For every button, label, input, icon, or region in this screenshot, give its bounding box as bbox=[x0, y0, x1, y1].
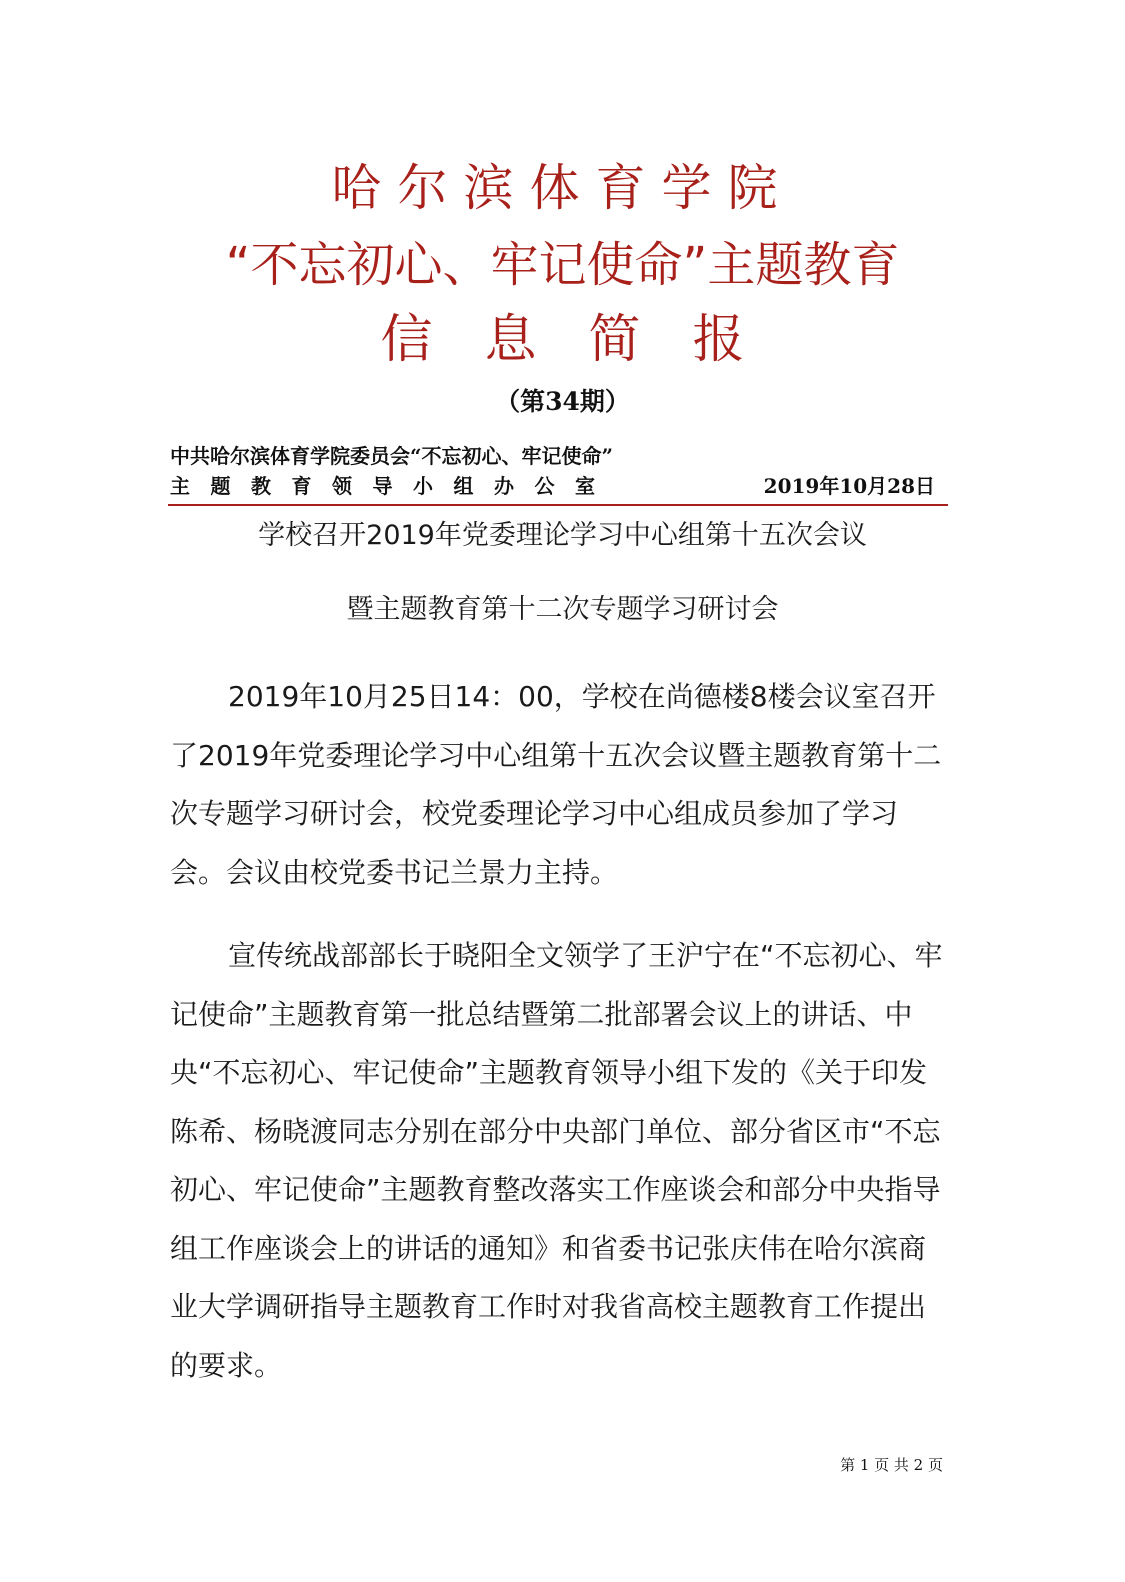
issuing-office-line1: 中共哈尔滨体育学院委员会“不忘初心、牢记使命” bbox=[170, 444, 614, 468]
article-paragraph: 宣传统战部部长于晓阳全文领学了王沪宁在“不忘初心、牢记使命”主题教育第一批总结暨第二批部署会议上的讲话、中央“不忘初心、牢记使命”主题教育领导小组下发的《关于印发陈希、杨晓渡同志分别在部分中央部门单位、部分省区市“不忘初心、牢记使命”主题教育整改落实工作座谈会和部分中央指导组工作座谈会上的讲话的通知》和省委书记张庆伟在哈尔滨商业大学调研指导主题教育工作时对我省高校主题教育工作提出的要求。 bbox=[170, 939, 943, 1382]
masthead-bulletin-title: 信息简报 bbox=[380, 310, 797, 370]
issue-date: 2019年10月28日 bbox=[763, 474, 935, 498]
masthead-theme: “不忘初心、牢记使命”主题教育 bbox=[225, 237, 900, 293]
header-divider bbox=[168, 504, 948, 506]
masthead-school-name: 哈尔滨体育学院 bbox=[331, 159, 794, 217]
article-paragraph: 2019年10月25日14：00，学校在尚德楼8楼会议室召开了2019年党委理论学习中心组第十五次会议暨主题教育第十二次专题学习研讨会，校党委理论学习中心组成员参加了学习会。会议由校党委书记兰景力主持。 bbox=[170, 680, 942, 889]
article-headline-line2: 暨主题教育第十二次专题学习研讨会 bbox=[346, 594, 779, 625]
article-headline-line1: 学校召开2019年党委理论学习中心组第十五次会议 bbox=[258, 520, 867, 551]
issuing-office-line2: 主题教育领导小组办公室 bbox=[170, 474, 616, 498]
issue-number: （第34期） bbox=[495, 387, 630, 416]
page-number-footer: 第 1 页 共 2 页 bbox=[840, 1456, 943, 1474]
